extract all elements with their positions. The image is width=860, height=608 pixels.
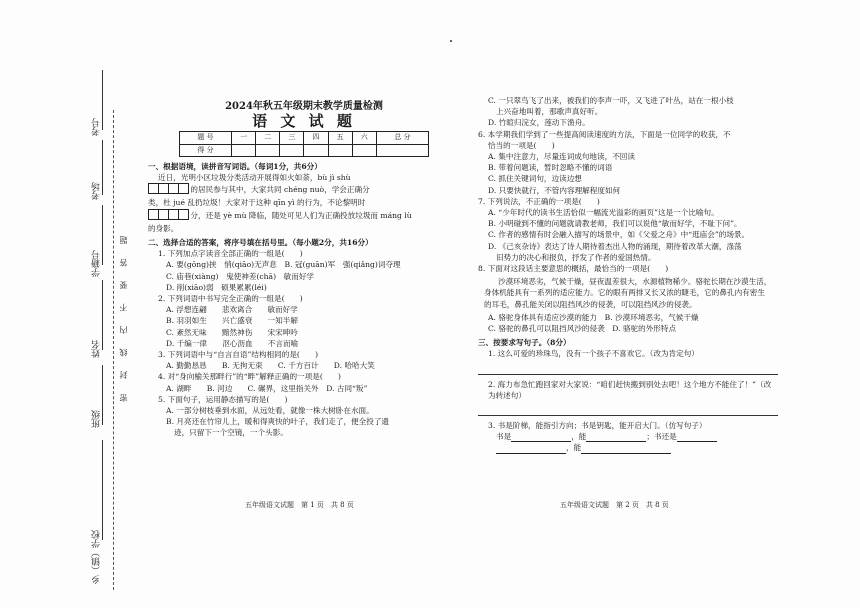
question-1-options [148, 282, 460, 293]
question-1-options [148, 259, 460, 270]
word: B. 羽羽如生 [166, 316, 207, 326]
question-2-option-b[interactable] [148, 315, 460, 326]
fill-blank[interactable] [581, 445, 671, 454]
option-d[interactable]: D. 骆驼的外形特点 [612, 324, 677, 334]
question-1: 1. 下列加点字读音全部正确的一组是( ) [158, 249, 303, 259]
margin-line [102, 440, 103, 540]
option-a[interactable]: A. 骆驼身体具有适应沙漠的能力 [488, 312, 598, 322]
fill-connector: ，能 [571, 432, 587, 442]
question-3-options [148, 360, 460, 371]
score-header-cell: 三 [280, 132, 304, 144]
question-7-option-a[interactable]: A. “少年时代的读书生活恰似一幅流光溢彩的画页”这是一个比喻句。 [488, 208, 719, 218]
option-b[interactable]: B. 河边 [206, 383, 233, 393]
question-6-option-c[interactable]: C. 抓住关键词句，边读边想 [488, 174, 582, 184]
question-8: 8. 下面对这段话主要意思的概括，最恰当的一项是( ) [478, 264, 669, 274]
question-7-option-c[interactable]: C. 作者的感情有时会融入描写的场景中，如《父爱之舟》中“逛庙会”的场景。 [488, 230, 750, 240]
option-d[interactable]: D. 古同“叛” [326, 383, 368, 393]
pinyin-line [148, 172, 460, 183]
question-4-options [148, 383, 460, 394]
question-5-option-c[interactable]: C. 一只翠鸟飞了出来，被我们的李声一吓，又飞进了叶丛，站在一根小枝 [488, 96, 734, 105]
question-6-cont: 恰当的一项是( ) [488, 140, 555, 150]
question-2: 2. 下列词语中书写完全正确的一组是( ) [158, 294, 303, 304]
score-header-cell: 一 [232, 132, 256, 144]
margin-line [102, 280, 103, 350]
pinyin-line [148, 197, 460, 208]
scan-speck [450, 40, 452, 42]
option-c[interactable]: C. 碾界，这里指关外 [247, 383, 319, 393]
question-2-option-d[interactable] [148, 338, 460, 349]
score-cell[interactable] [376, 144, 428, 156]
question-8-passage: 沙漠环境恶劣，气候干燥，昼夜温差很大，水源植物稀少。骆驼长期在沙漠生活，身体机能具有一系列的适应能力。它的眼有两排又长又浓的睫毛，它的鼻孔内有密生的耳毛，鼻孔能关闭以阻挡风沙的侵袭，可以阻挡风沙的侵袭。 [484, 277, 772, 309]
score-header-cell: 六 [352, 132, 376, 144]
option-d[interactable]: D. 哈哈大笑 [333, 361, 375, 371]
score-table [179, 131, 429, 156]
section-one-title: 一、根据语境，读拼音写词语。（每词1分，共6分） [148, 161, 322, 171]
word: 宋宋呻吟 [267, 327, 298, 337]
margin-label-exam-room: 考场 [92, 182, 102, 200]
section-two-title: 二、选择合适的答案，将序号填在括号里。（每小题2分，共16分） [148, 238, 373, 248]
pinyin-text: 的身影。 [148, 223, 179, 233]
margin-line [102, 365, 103, 425]
margin-label-school: 乡（镇）学校 [92, 530, 102, 584]
rewrite-question-3: 3. 书是阶梯，能指引方向；书是钥匙，能开启大门。（仿写句子） [488, 421, 707, 431]
fill-blank[interactable] [586, 433, 646, 442]
word: 敏而好学 [267, 305, 298, 315]
fill-blank[interactable] [511, 433, 571, 442]
question-5-option-a[interactable]: A. 一部分树枝垂到水面，从远处看，就像一株大树卧在水面。 [166, 406, 374, 416]
question-5-option-c-cont: 上兴奋地叫着，那歌声真好听。 [496, 107, 603, 117]
score-header-cell: 题 号 [180, 132, 232, 144]
question-5-option-b-cont: 迹，只留下一个空镜，一个头影。 [174, 428, 288, 438]
score-cell[interactable] [328, 144, 352, 156]
word: D. 千编一律 [166, 338, 208, 348]
answer-boxes[interactable] [148, 209, 188, 223]
score-header-cell: 二 [256, 132, 280, 144]
imitation-fill-line-2 [478, 442, 778, 453]
section-three-title: 三、按要求写句子。（8分） [478, 338, 571, 348]
option-b[interactable]: B. 无拘无束 [221, 361, 263, 371]
imitation-fill-line [478, 431, 778, 442]
margin-line [102, 140, 103, 195]
score-cell[interactable] [304, 144, 328, 156]
score-header-cell: 四 [304, 132, 328, 144]
answer-line[interactable] [478, 362, 778, 375]
seal-line-notice: 密 封 线 内 不 要 答 题 [119, 230, 128, 402]
score-cell[interactable] [256, 144, 280, 156]
page-two-footer: 五年级语文试题 第 2 页 共 8 页 [560, 501, 669, 509]
option-a[interactable]: A. 勤勤恳恳 [166, 361, 207, 371]
margin-label-exam-number: 考号 [92, 118, 102, 136]
score-row-label: 得 分 [180, 144, 232, 156]
question-2-option-a[interactable] [148, 304, 460, 315]
option-c[interactable]: C. 千方百计 [277, 361, 319, 371]
answer-line[interactable] [478, 403, 778, 416]
word: 黯然神伤 [221, 327, 253, 337]
score-cell[interactable] [280, 144, 304, 156]
fill-blank[interactable] [677, 433, 717, 442]
pinyin-text: 近日，光明小区垃圾分类活动开展得如火如荼，bù jì shù [158, 173, 351, 183]
question-1-options [148, 271, 460, 282]
option-b[interactable]: B. 冠(guān)军 强(qiǎng)词夺理 [284, 260, 401, 270]
margin-label-class: 班级 [92, 410, 102, 428]
pinyin-text: 的居民参与其中，大家共同 chéng nuò，学会正确分 [190, 185, 370, 195]
page-one-footer: 五年级语文试题 第 1 页 共 8 页 [245, 501, 354, 509]
question-6-option-d[interactable]: D. 只要快就行，不管内容理解程度如何 [488, 185, 621, 195]
word: C. 紊然无味 [166, 327, 207, 337]
score-cell[interactable] [352, 144, 376, 156]
subject-title: 语 文 试 题 [252, 112, 356, 131]
page-two-column [478, 95, 778, 454]
question-6: 6. 本学期我们学到了一些提高阅读速度的方法，下面是一位同学的收获，不 [478, 129, 731, 139]
fill-connector: ，能 [566, 443, 582, 453]
fill-blank[interactable] [496, 445, 566, 454]
rewrite-question-2: 2. 海力布急忙跑回家对大家说：“咱们赶快搬到别处去吧！这个地方不能住了！”（改为转述句） [488, 379, 772, 400]
question-5-option-b[interactable]: B. 月亮还在竹帘儿上，暖和得爽快的叶子，我们走了，便全投了遗 [166, 417, 390, 427]
question-3: 3. 下列词语中与“自言自语”结构相同的是( ) [158, 350, 319, 360]
margin-label-name: 姓名 [92, 340, 102, 358]
pinyin-line [148, 209, 460, 223]
question-7: 7. 下列说法，不正确的一项是( ) [478, 196, 600, 206]
score-header-cell: 五 [328, 132, 352, 144]
score-header-cell: 总 分 [376, 132, 428, 144]
question-4: 4. 对“身向榆关那畔行”的“畔”解释正确的一项是( ) [158, 372, 341, 382]
question-8-options [478, 312, 778, 323]
exam-title: 2024年秋五年级期末教学质量检测 [225, 101, 383, 112]
question-7-option-d-cont: 旧势力的决心和报负，抒发了作者的爱国热情。 [496, 252, 656, 262]
question-6-option-b[interactable]: B. 带着问题读，暂时忽略不懂的词语 [488, 163, 613, 173]
rewrite-question-1: 1. 这么可爱的珍珠鸟，没有一个孩子不喜欢它。（改为肯定句） [488, 349, 699, 359]
seal-cut-line [113, 110, 114, 590]
margin-label-student-id: 学籍号 [92, 250, 102, 277]
score-cell[interactable] [232, 144, 256, 156]
margin-line [102, 70, 103, 130]
pinyin-line [148, 223, 460, 234]
word: A. 浮想连翩 [166, 305, 207, 315]
fill-connector: ；书还是 [646, 432, 677, 442]
word: 不言而喻 [267, 338, 299, 348]
question-7-option-b[interactable]: B. 小明碰到不懂的问题就请教老师，我们可以说他“敏而好学，不耻下问”。 [488, 219, 742, 229]
word: 兴亡盛衰 [221, 316, 253, 326]
option-c[interactable]: C. 骆驼的鼻孔可以阻挡风沙的侵袭 [488, 324, 605, 334]
page-one-column [148, 95, 460, 439]
word: 沤心沥血 [222, 338, 253, 348]
margin-line [102, 205, 103, 265]
question-8-options [478, 323, 778, 334]
option-b[interactable]: B. 沙漠环境恶劣，气候干燥 [604, 312, 699, 322]
word: 一知半解 [267, 316, 298, 326]
word: 悲欢离合 [221, 305, 253, 315]
question-6-option-a[interactable]: A. 集中注意力，尽量连词成句地读，不回读 [488, 152, 635, 162]
question-2-option-c[interactable] [148, 327, 460, 338]
option-d[interactable]: D. 削(xiāo)弱 硕果累累(léi) [166, 282, 267, 292]
pinyin-line [148, 183, 460, 197]
question-7-option-d[interactable]: D. 《己亥杂诗》表达了诗人期待着杰出人物的涌现，期待着改革大潮，涤荡 [488, 241, 742, 251]
fill-prefix: 书是 [496, 432, 512, 442]
question-5-option-d[interactable]: D. 竹暄归浣女，莲动下渔舟。 [488, 118, 590, 128]
pinyin-text: 类，杜 jué 乱扔垃圾！大家对于这种 qīn yì 的行为，不论黎明时 [148, 198, 366, 208]
option-c[interactable]: C. 庙巷(xiàng) 鬼使神差(chā) [166, 271, 277, 281]
option-a[interactable]: A. 湖畔 [166, 383, 192, 393]
pinyin-text: 分，还是 yè mù 降临，随处可见人们为正确投放垃圾而 máng lù [190, 210, 412, 220]
question-5: 5. 下面句子，运用静态描写的是( ) [158, 394, 288, 404]
answer-boxes[interactable] [148, 183, 188, 197]
option-a[interactable]: A. 要(gōng)挟 悄(qiāo)无声息 [166, 260, 277, 270]
option-c-extra: 敏而好学 [283, 271, 315, 281]
